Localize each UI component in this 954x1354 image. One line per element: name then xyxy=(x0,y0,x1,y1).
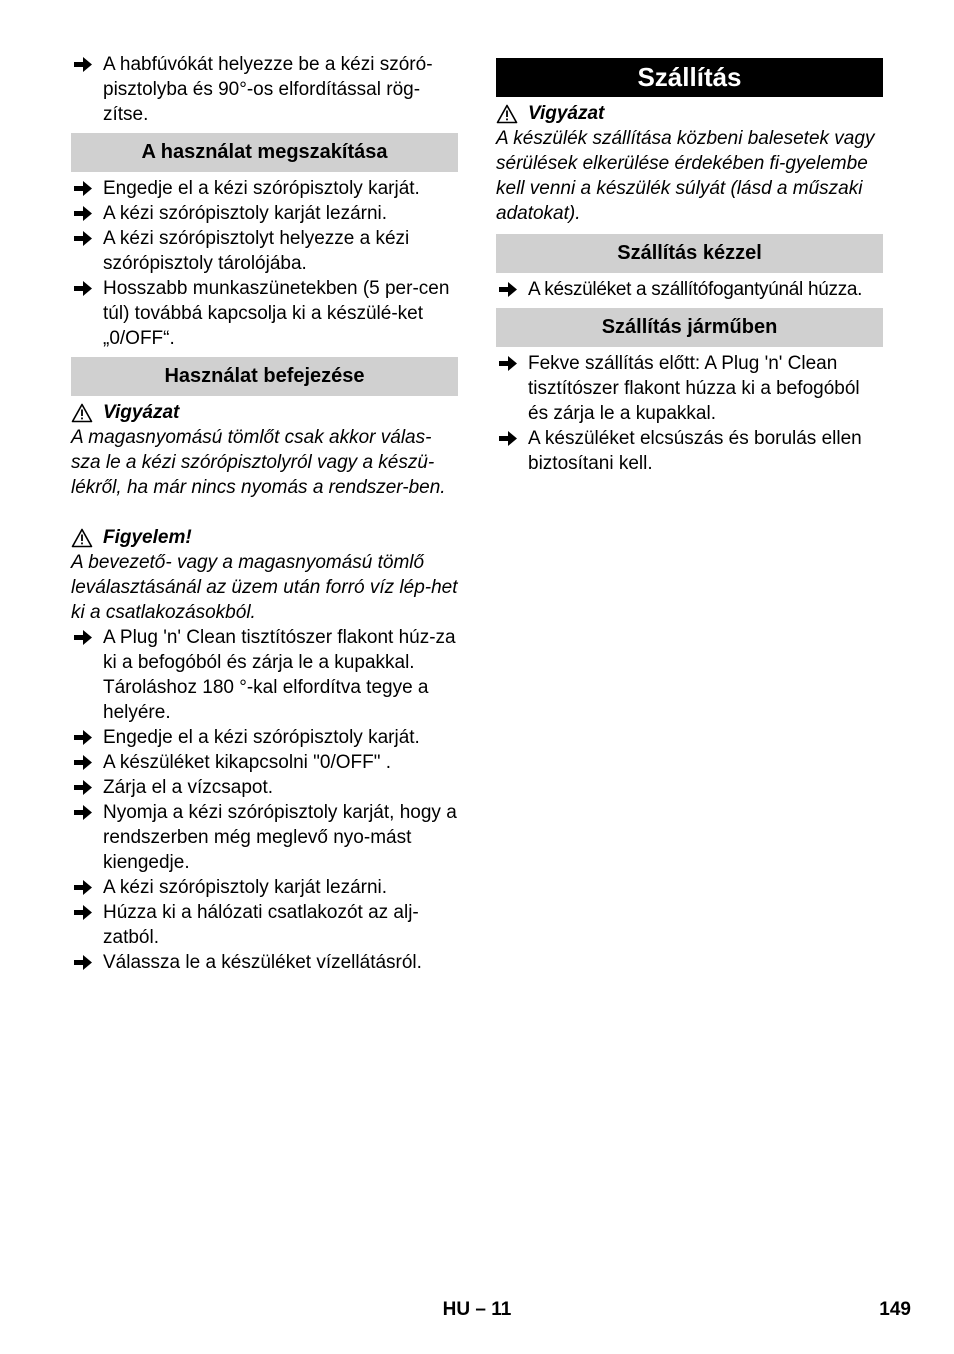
warning-block-attention xyxy=(71,525,458,625)
transport-by-hand-bullet-list xyxy=(496,277,883,302)
warning-text: A bevezető- vagy a magasnyomású tömlő leválasztásánál az üzem után forró víz lép-het ki a csatlakozásokból. xyxy=(71,552,458,623)
arrow-right-icon xyxy=(74,630,92,645)
section-heading-transport-by-hand: Szállítás kézzel xyxy=(496,234,883,273)
warning-block-caution xyxy=(71,400,458,525)
list-item xyxy=(496,277,883,302)
list-item-text: A kézi szórópisztoly karját lezárni. xyxy=(103,203,388,224)
list-item xyxy=(71,52,458,127)
list-item-text: A Plug 'n' Clean tisztítószer flakont húz-za ki a befogóból és zárja le a kupakkal. Tároláshoz 180 °-kal elfordítva tegye a helyére. xyxy=(103,627,456,723)
arrow-right-icon xyxy=(74,905,92,920)
arrow-right-icon xyxy=(74,780,92,795)
list-item xyxy=(71,226,458,276)
transport-in-vehicle-bullet-list xyxy=(496,351,883,476)
warning-triangle-icon xyxy=(71,528,93,548)
warning-block-caution xyxy=(496,101,883,226)
list-item xyxy=(71,775,458,800)
list-item-text: Nyomja a kézi szórópisztoly karját, hogy a rendszerben még meglevő nyo-mást kiengedje. xyxy=(103,802,457,873)
section-heading-interrupt-use: A használat megszakítása xyxy=(71,133,458,172)
list-item-text: Húzza ki a hálózati csatlakozót az alj-zatból. xyxy=(103,902,419,948)
arrow-right-icon xyxy=(74,730,92,745)
list-item xyxy=(71,176,458,201)
list-item xyxy=(71,750,458,775)
section-heading-transport-in-vehicle: Szállítás járműben xyxy=(496,308,883,347)
list-item-text: Hosszabb munkaszünetekben (5 per-cen túl) továbbá kapcsolja ki a készülé-ket „0/OFF“. xyxy=(103,278,450,349)
arrow-right-icon xyxy=(74,231,92,246)
chapter-heading-transport: Szállítás xyxy=(496,58,883,97)
list-item-text: Válassza le a készüléket vízellátásról. xyxy=(103,952,422,973)
list-item-text: A készüléket a szállítófogantyúnál húzza. xyxy=(528,279,863,300)
list-item-text: Engedje el a kézi szórópisztoly karját. xyxy=(103,178,420,199)
warning-text: A készülék szállítása közbeni balesetek vagy sérülések elkerülése érdekében fi-gyelembe kell venni a készülék súlyát (lásd a műszaki adatokat). xyxy=(496,128,875,224)
list-item-text: A habfúvókát helyezze be a kézi szóró-pisztolyba és 90°-os elfordítással rög-zítse. xyxy=(103,54,433,125)
interrupt-use-bullet-list xyxy=(71,176,458,351)
arrow-right-icon xyxy=(74,805,92,820)
end-use-bullet-list xyxy=(71,625,458,975)
arrow-right-icon xyxy=(499,356,517,371)
list-item xyxy=(71,800,458,875)
left-column xyxy=(71,52,458,975)
list-item xyxy=(496,351,883,426)
list-item xyxy=(71,900,458,950)
arrow-right-icon xyxy=(499,431,517,446)
warning-triangle-icon xyxy=(496,104,518,124)
footer-section-label: HU – 11 xyxy=(442,1299,512,1320)
arrow-right-icon xyxy=(74,281,92,296)
warning-title: Vigyázat xyxy=(496,101,883,126)
intro-bullet-list xyxy=(71,52,458,127)
list-item xyxy=(71,950,458,975)
right-column xyxy=(496,52,883,476)
list-item xyxy=(71,201,458,226)
list-item-text: A készüléket elcsúszás és borulás ellen biztosítani kell. xyxy=(528,428,862,474)
warning-text: A magasnyomású tömlőt csak akkor válas-sza le a kézi szórópisztolyról vagy a készü-lékről, ha már nincs nyomás a rendszer-ben. xyxy=(71,427,446,498)
warning-triangle-icon xyxy=(71,403,93,423)
warning-title: Figyelem! xyxy=(71,525,458,550)
list-item-text: Fekve szállítás előtt: A Plug 'n' Clean tisztítószer flakont húzza ki a befogóból és zárja le a kupakkal. xyxy=(528,353,860,424)
list-item xyxy=(71,276,458,351)
list-item-text: Zárja el a vízcsapot. xyxy=(103,777,274,798)
list-item xyxy=(71,725,458,750)
arrow-right-icon xyxy=(74,206,92,221)
page-number: 149 xyxy=(879,1299,911,1320)
list-item-text: A kézi szórópisztoly karját lezárni. xyxy=(103,877,388,898)
list-item xyxy=(71,625,458,725)
arrow-right-icon xyxy=(74,955,92,970)
list-item-text: A kézi szórópisztolyt helyezze a kézi szórópisztoly tárolójába. xyxy=(103,228,410,274)
list-item xyxy=(496,426,883,476)
list-item xyxy=(71,875,458,900)
arrow-right-icon xyxy=(74,880,92,895)
arrow-right-icon xyxy=(74,755,92,770)
section-heading-end-use: Használat befejezése xyxy=(71,357,458,396)
warning-title: Vigyázat xyxy=(71,400,458,425)
arrow-right-icon xyxy=(499,282,517,297)
arrow-right-icon xyxy=(74,181,92,196)
list-item-text: Engedje el a kézi szórópisztoly karját. xyxy=(103,727,420,748)
arrow-right-icon xyxy=(74,57,92,72)
list-item-text: A készüléket kikapcsolni "0/OFF" . xyxy=(103,752,392,773)
